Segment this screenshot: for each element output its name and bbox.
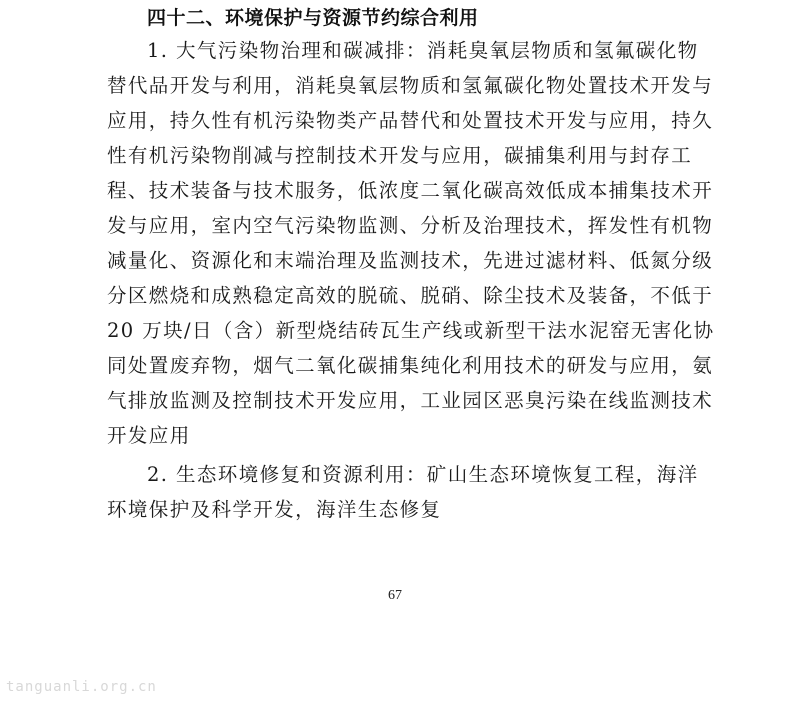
paragraph-1-line-8: 分区燃烧和成熟稳定高效的脱硫、脱硝、除尘技术及装备，不低于 — [107, 284, 714, 307]
paragraph-1-line-3: 应用，持久性有机污染物类产品替代和处置技术开发与应用，持久 — [107, 109, 714, 132]
paragraph-1-line-5: 程、技术装备与技术服务，低浓度二氧化碳高效低成本捕集技术开 — [107, 179, 714, 202]
paragraph-1-line-4: 性有机污染物削减与控制技术开发与应用，碳捕集利用与封存工 — [107, 144, 693, 167]
paragraph-1-line-6: 发与应用，室内空气污染物监测、分析及治理技术，挥发性有机物 — [107, 214, 714, 237]
paragraph-1-line-9: 20 万块/日（含）新型烧结砖瓦生产线或新型干法水泥窑无害化协 — [107, 319, 715, 342]
watermark-text: tanguanli.org.cn — [6, 679, 157, 695]
paragraph-1-line-12: 开发应用 — [107, 424, 191, 447]
page-number: 67 — [388, 588, 402, 603]
paragraph-1-line-7: 减量化、资源化和末端治理及监测技术，先进过滤材料、低氮分级 — [107, 249, 714, 272]
paragraph-2-line-1: 2. 生态环境修复和资源利用：矿山生态环境恢复工程，海洋 — [147, 463, 699, 486]
section-heading: 四十二、环境保护与资源节约综合利用 — [147, 7, 479, 29]
paragraph-1-line-11: 气排放监测及控制技术开发应用，工业园区恶臭污染在线监测技术 — [107, 389, 714, 412]
paragraph-1-line-2: 替代品开发与利用，消耗臭氧层物质和氢氟碳化物处置技术开发与 — [107, 74, 714, 97]
paragraph-2-line-2: 环境保护及科学开发，海洋生态修复 — [107, 498, 442, 521]
paragraph-1-line-10: 同处置废弃物，烟气二氧化碳捕集纯化利用技术的研发与应用，氨 — [107, 354, 714, 377]
paragraph-1-line-1: 1. 大气污染物治理和碳减排：消耗臭氧层物质和氢氟碳化物 — [147, 39, 699, 62]
